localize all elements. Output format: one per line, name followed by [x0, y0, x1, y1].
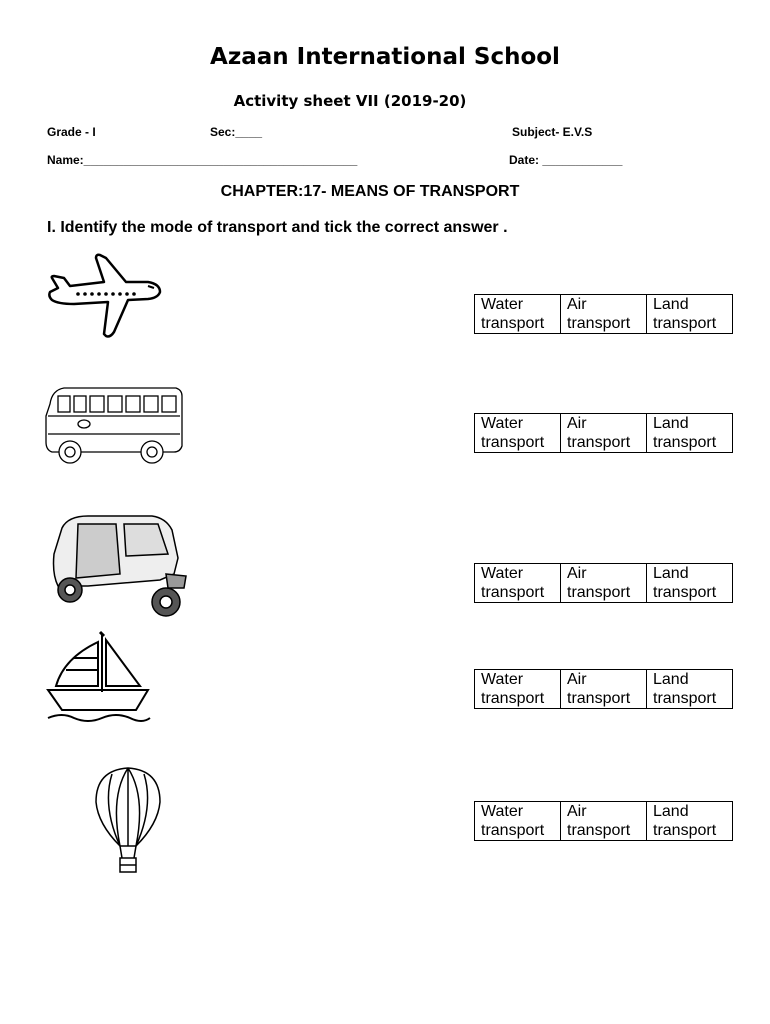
option-air[interactable]: Air transport [561, 564, 647, 603]
options-table-5 [474, 801, 733, 841]
option-air[interactable]: Air transport [561, 414, 647, 453]
option-air[interactable]: Air transport [561, 295, 647, 334]
option-water[interactable]: Water transport [475, 414, 561, 453]
auto-rickshaw-icon [48, 514, 190, 618]
options-table-3 [474, 563, 733, 603]
option-air[interactable]: Air transport [561, 802, 647, 841]
option-land[interactable]: Land transport [647, 564, 733, 603]
section-label: Sec:____ [210, 125, 263, 139]
options-table-2 [474, 413, 733, 453]
bus-icon [44, 386, 184, 468]
option-water[interactable]: Water transport [475, 564, 561, 603]
option-land[interactable]: Land transport [647, 802, 733, 841]
option-water[interactable]: Water transport [475, 670, 561, 709]
options-table-1 [474, 294, 733, 334]
option-air[interactable]: Air transport [561, 670, 647, 709]
airplane-icon [44, 252, 164, 342]
option-land[interactable]: Land transport [647, 670, 733, 709]
name-field: Name:_________________________________________ [47, 153, 358, 167]
activity-title: Activity sheet VII (2019-20) [233, 92, 467, 110]
chapter-title: CHAPTER:17- MEANS OF TRANSPORT [220, 183, 520, 200]
options-table-4 [474, 669, 733, 709]
option-land[interactable]: Land transport [647, 414, 733, 453]
grade-label: Grade - I [47, 125, 96, 139]
option-land[interactable]: Land transport [647, 295, 733, 334]
subject-label: Subject- E.V.S [512, 125, 593, 139]
sailboat-icon [44, 630, 154, 726]
option-water[interactable]: Water transport [475, 802, 561, 841]
date-field: Date: ____________ [509, 153, 623, 167]
question-text: I. Identify the mode of transport and tick the correct answer . [47, 219, 508, 236]
hot-air-balloon-icon [92, 766, 164, 876]
option-water[interactable]: Water transport [475, 295, 561, 334]
school-name: Azaan International School [210, 44, 560, 70]
